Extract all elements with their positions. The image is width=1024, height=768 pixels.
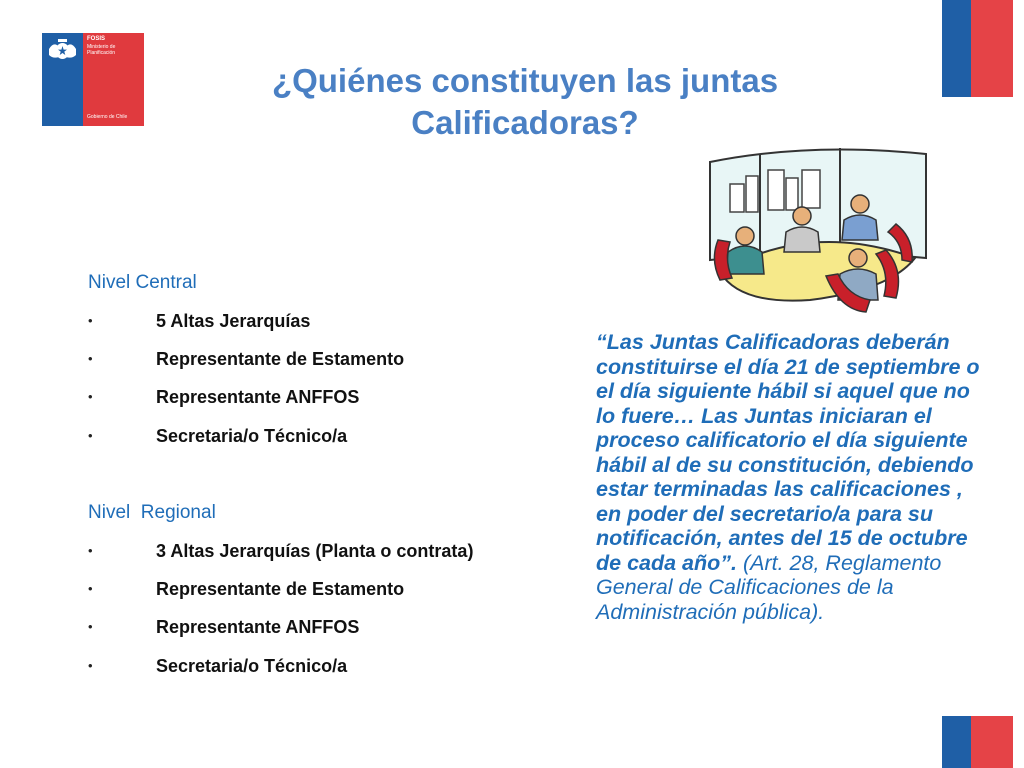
slide-title-line1: ¿Quiénes constituyen las juntas	[271, 62, 779, 99]
bullet-icon: •	[88, 351, 93, 366]
list-item-text: Representante de Estamento	[156, 579, 405, 599]
bullet-icon: •	[88, 313, 93, 328]
quote-reference: (Art. 28, Reglamento General de Calificaciones de la Administración pública).	[596, 550, 942, 624]
regulation-quote	[596, 330, 986, 624]
bullet-icon: •	[88, 658, 93, 673]
logo-fosis-text: FOSIS	[87, 36, 106, 42]
flag-blue-stripe	[942, 0, 971, 97]
nivel-regional-heading: Nivel Regional	[88, 502, 216, 523]
logo-planning-text: Planificación	[87, 50, 116, 56]
list-item-text: Representante ANFFOS	[156, 387, 360, 407]
bullet-icon: •	[88, 428, 93, 443]
bullet-icon: •	[88, 619, 93, 634]
list-item-text: Representante de Estamento	[156, 349, 405, 369]
flag-decoration-bottom	[942, 716, 1013, 768]
quote-text: “Las Juntas Calificadoras deberán constituirse el día 21 de septiembre o el día siguiente hábil si aquel que no lo fuere… Las Juntas iniciaran el proceso calificatorio el día siguiente hábil al de su constitución, debiendo estar terminadas las calificaciones , en poder del secretario/a para su notificación, antes del 15 de octubre de cada año”.	[596, 330, 980, 575]
flag-blue-stripe	[942, 716, 971, 768]
bullet-icon: •	[88, 389, 93, 404]
list-item-text: 3 Altas Jerarquías (Planta o contrata)	[156, 541, 474, 561]
list-item-text: Secretaria/o Técnico/a	[156, 426, 348, 446]
nivel-central-heading: Nivel Central	[88, 272, 197, 293]
flag-red-stripe	[971, 716, 1013, 768]
slide-title-line2: Calificadoras?	[411, 104, 639, 141]
logo-ministry-text: Ministerio de	[87, 44, 116, 50]
list-item-text: 5 Altas Jerarquías	[156, 311, 311, 331]
list-item-text: Secretaria/o Técnico/a	[156, 656, 348, 676]
fosis-logo	[42, 33, 144, 126]
chile-crest-icon	[46, 37, 79, 63]
flag-decoration-top	[942, 0, 1013, 97]
bullet-icon: •	[88, 543, 93, 558]
logo-government-text: Gobierno de Chile	[87, 114, 128, 120]
flag-red-stripe	[971, 0, 1013, 97]
bullet-icon: •	[88, 581, 93, 596]
meeting-illustration-icon	[690, 140, 930, 322]
slide-title	[200, 60, 850, 144]
list-item-text: Representante ANFFOS	[156, 617, 360, 637]
